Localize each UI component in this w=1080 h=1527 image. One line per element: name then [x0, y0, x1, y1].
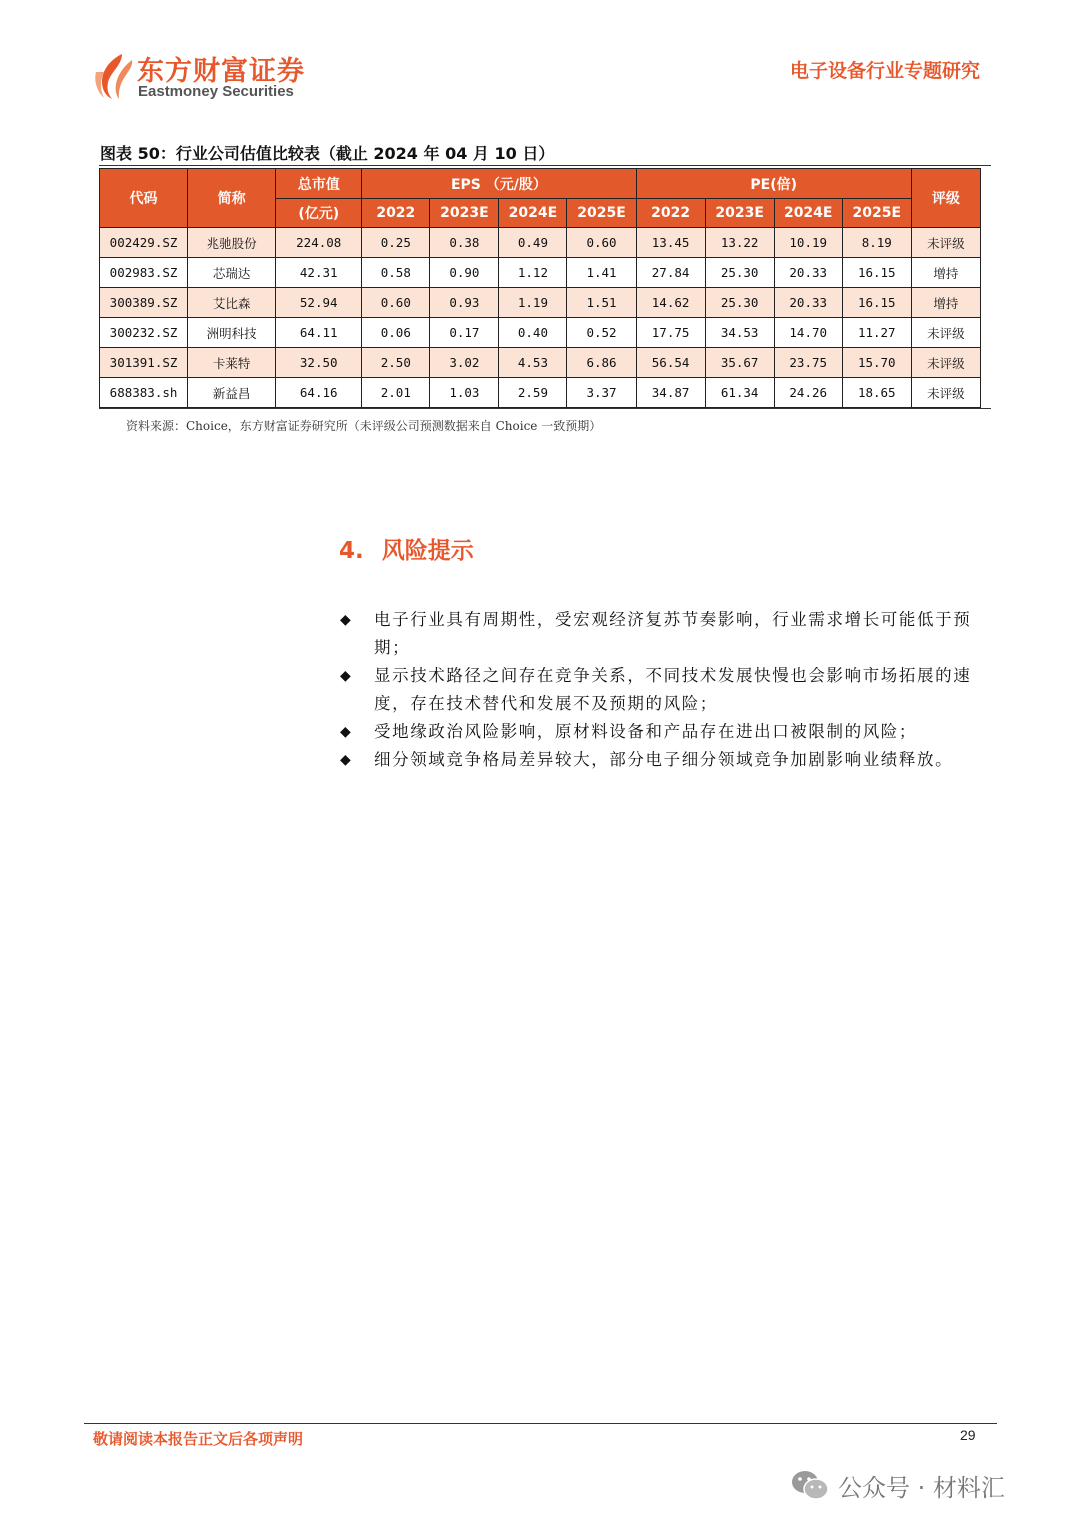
cell-eps: 1.41	[567, 258, 636, 288]
cell-eps: 2.01	[362, 378, 430, 408]
eastmoney-logo-icon	[92, 52, 136, 100]
report-type-title: 电子设备行业专题研究	[789, 60, 980, 82]
cell-mktcap: 32.50	[276, 348, 362, 378]
table-row	[100, 228, 981, 258]
cell-name: 卡莱特	[188, 348, 276, 378]
page-number: 29	[960, 1427, 976, 1443]
header-eps-year: 2023E	[430, 199, 499, 228]
section-number: 4.	[339, 538, 364, 564]
cell-eps: 1.12	[499, 258, 567, 288]
list-item	[340, 606, 1000, 662]
table-caption: 图表 50：行业公司估值比较表（截止 2024 年 04 月 10 日）	[100, 144, 555, 163]
risk-item-text: 受地缘政治风险影响，原材料设备和产品存在进出口被限制的风险；	[374, 722, 917, 741]
table-row	[100, 348, 981, 378]
section-heading	[339, 532, 474, 565]
cell-name: 兆驰股份	[188, 228, 276, 258]
brand-name-cn: 东方财富证券	[137, 56, 305, 87]
list-item	[340, 662, 1000, 718]
cell-eps: 1.51	[567, 288, 636, 318]
cell-pe: 11.27	[842, 318, 911, 348]
header-pe-year: 2022	[636, 199, 705, 228]
cell-mktcap: 64.16	[276, 378, 362, 408]
risk-item-text: 电子行业具有周期性，受宏观经济复苏节奏影响，行业需求增长可能低于预期；	[374, 610, 972, 657]
cell-code: 300389.SZ	[100, 288, 188, 318]
cell-pe: 20.33	[774, 288, 842, 318]
cell-pe: 25.30	[705, 288, 774, 318]
cell-pe: 8.19	[842, 228, 911, 258]
cell-eps: 0.60	[567, 228, 636, 258]
cell-eps: 4.53	[499, 348, 567, 378]
cell-code: 301391.SZ	[100, 348, 188, 378]
cell-code: 002983.SZ	[100, 258, 188, 288]
header-code: 代码	[100, 169, 188, 228]
cell-pe: 16.15	[842, 258, 911, 288]
header-eps-year: 2025E	[567, 199, 636, 228]
cell-pe: 14.70	[774, 318, 842, 348]
cell-eps: 0.60	[362, 288, 430, 318]
cell-rating: 增持	[911, 258, 980, 288]
cell-pe: 17.75	[636, 318, 705, 348]
cell-pe: 18.65	[842, 378, 911, 408]
cell-pe: 27.84	[636, 258, 705, 288]
header-pe-year: 2023E	[705, 199, 774, 228]
table-row	[100, 258, 981, 288]
cell-rating: 增持	[911, 288, 980, 318]
cell-eps: 6.86	[567, 348, 636, 378]
cell-mktcap: 42.31	[276, 258, 362, 288]
table-row	[100, 318, 981, 348]
cell-name: 艾比森	[188, 288, 276, 318]
list-item	[340, 746, 1000, 774]
risk-item-text: 显示技术路径之间存在竞争关系，不同技术发展快慢也会影响市场拓展的速度，存在技术替代和发展不及预期的风险；	[374, 666, 972, 713]
cell-eps: 1.03	[430, 378, 499, 408]
brand-name-en: Eastmoney Securities	[138, 83, 294, 100]
watermark-text: 公众号 · 材料汇	[838, 1473, 1005, 1502]
cell-eps: 0.93	[430, 288, 499, 318]
cell-rating: 未评级	[911, 228, 980, 258]
wechat-watermark	[790, 1465, 1005, 1505]
risk-item-text: 细分领域竞争格局差异较大，部分电子细分领域竞争加剧影响业绩释放。	[374, 750, 954, 769]
cell-name: 芯瑞达	[188, 258, 276, 288]
cell-eps: 1.19	[499, 288, 567, 318]
cell-pe: 56.54	[636, 348, 705, 378]
cell-mktcap: 224.08	[276, 228, 362, 258]
cell-pe: 25.30	[705, 258, 774, 288]
diamond-bullet-icon: ◆	[340, 612, 353, 628]
diamond-bullet-icon: ◆	[340, 724, 353, 740]
table-row	[100, 378, 981, 408]
cell-eps: 2.59	[499, 378, 567, 408]
header-pe-year: 2024E	[774, 199, 842, 228]
cell-pe: 34.87	[636, 378, 705, 408]
cell-pe: 13.22	[705, 228, 774, 258]
cell-code: 688383.sh	[100, 378, 188, 408]
cell-pe: 34.53	[705, 318, 774, 348]
header-name: 简称	[188, 169, 276, 228]
footer-disclaimer: 敬请阅读本报告正文后各项声明	[93, 1430, 304, 1448]
cell-pe: 23.75	[774, 348, 842, 378]
table-row	[100, 288, 981, 318]
cell-eps: 0.06	[362, 318, 430, 348]
cell-eps: 3.02	[430, 348, 499, 378]
header-pe-year: 2025E	[842, 199, 911, 228]
list-item	[340, 718, 1000, 746]
cell-pe: 15.70	[842, 348, 911, 378]
cell-eps: 0.49	[499, 228, 567, 258]
cell-eps: 0.58	[362, 258, 430, 288]
diamond-bullet-icon: ◆	[340, 668, 353, 684]
cell-eps: 0.52	[567, 318, 636, 348]
cell-code: 300232.SZ	[100, 318, 188, 348]
risk-list	[340, 606, 1000, 774]
cell-eps: 0.40	[499, 318, 567, 348]
cell-pe: 16.15	[842, 288, 911, 318]
cell-pe: 20.33	[774, 258, 842, 288]
header-eps-group: EPS （元/股）	[362, 169, 636, 199]
wechat-icon	[790, 1468, 830, 1502]
cell-mktcap: 52.94	[276, 288, 362, 318]
section-title-text: 风险提示	[381, 538, 474, 564]
cell-pe: 24.26	[774, 378, 842, 408]
cell-name: 洲明科技	[188, 318, 276, 348]
cell-eps: 0.90	[430, 258, 499, 288]
cell-rating: 未评级	[911, 378, 980, 408]
table-source-note: 资料来源：Choice，东方财富证券研究所（未评级公司预测数据来自 Choice 一致预期）	[126, 419, 602, 433]
cell-code: 002429.SZ	[100, 228, 188, 258]
cell-mktcap: 64.11	[276, 318, 362, 348]
header-pe-group: PE(倍)	[636, 169, 911, 199]
header-rating: 评级	[911, 169, 980, 228]
diamond-bullet-icon: ◆	[340, 752, 353, 768]
cell-eps: 0.17	[430, 318, 499, 348]
table-bottom-divider	[99, 408, 991, 409]
cell-pe: 13.45	[636, 228, 705, 258]
footer-divider	[84, 1423, 997, 1424]
cell-eps: 3.37	[567, 378, 636, 408]
cell-eps: 0.38	[430, 228, 499, 258]
cell-eps: 0.25	[362, 228, 430, 258]
cell-eps: 2.50	[362, 348, 430, 378]
caption-divider	[99, 165, 991, 166]
valuation-comparison-table	[99, 168, 981, 408]
header-eps-year: 2024E	[499, 199, 567, 228]
cell-rating: 未评级	[911, 318, 980, 348]
cell-rating: 未评级	[911, 348, 980, 378]
cell-pe: 61.34	[705, 378, 774, 408]
cell-pe: 35.67	[705, 348, 774, 378]
cell-name: 新益昌	[188, 378, 276, 408]
cell-pe: 14.62	[636, 288, 705, 318]
header-mktcap: 总市值	[276, 169, 362, 199]
header-eps-year: 2022	[362, 199, 430, 228]
cell-pe: 10.19	[774, 228, 842, 258]
header-mktcap-unit: (亿元)	[276, 199, 362, 228]
